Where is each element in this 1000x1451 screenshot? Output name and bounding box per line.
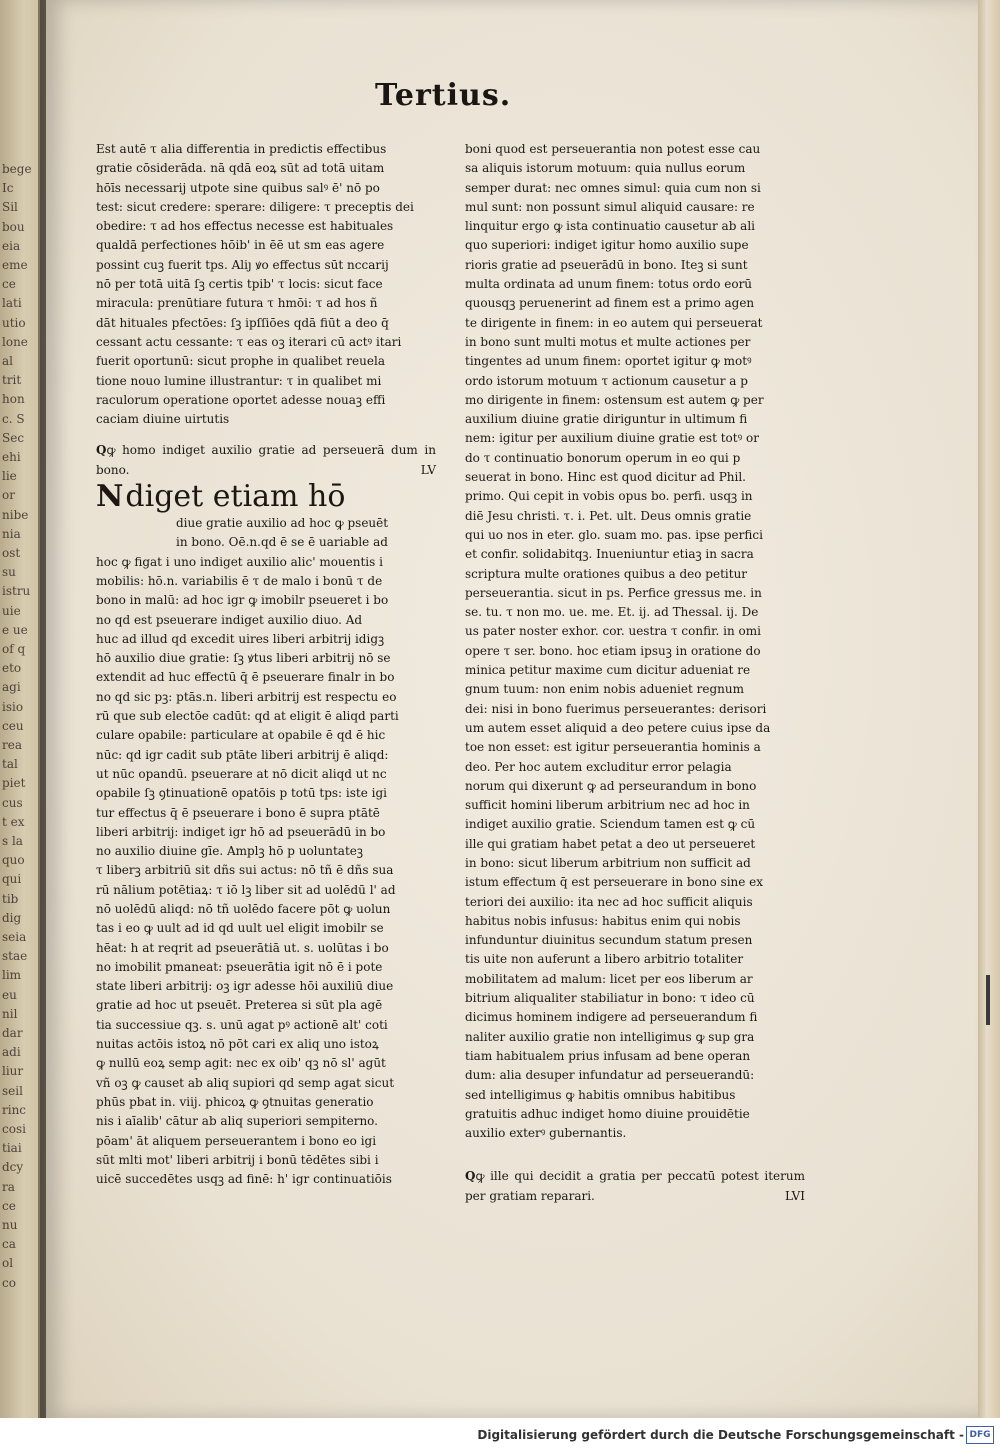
left-page-fragment: ra xyxy=(2,1179,15,1194)
text-line: in bono: sicut liberum arbitrium non sufficit ad xyxy=(465,855,751,870)
text-line: extendit ad huc effectū q̄ ē pseuerare finalr in bo xyxy=(96,670,395,685)
digitization-footer xyxy=(0,1418,1000,1451)
text-line: cessant actu cessante: τ eas oꝫ iterari cū actꝰ itari xyxy=(96,334,402,349)
text-line: istum effectum q̄ est perseuerare in bono sine ex xyxy=(465,875,764,890)
footer-credit: Digitalisierung gefördert durch die Deutsche Forschungsgemeinschaft - xyxy=(477,1428,964,1442)
text-line: dāt hituales pfectōes: ſꝫ ipſſiōes qdā fiūt a deo q̄ xyxy=(96,315,389,330)
text-line: tis uite non auferunt a libero arbitrio totaliter xyxy=(465,952,744,967)
text-line: hōīs necessarij utpote sine quibus salꝰ ē' nō po xyxy=(96,180,380,195)
left-page-fragment: or xyxy=(2,488,15,503)
left-page-fragment: al xyxy=(2,354,13,368)
left-page-fragment: nibe xyxy=(2,507,29,522)
opening-words: diget etiam hō xyxy=(125,479,346,515)
left-page-fragment: lone xyxy=(2,334,28,349)
left-page-fragment: rinc xyxy=(2,1102,27,1117)
left-page-fragment: adi xyxy=(2,1045,21,1060)
text-line: opabile ſꝫ ꝯtinuationē opatōis p totū tps: iste igi xyxy=(96,786,388,801)
left-page-fragment: Ic xyxy=(2,181,14,196)
text-line: mo dirigente in finem: ostensum est autem ꝙ per xyxy=(465,392,764,407)
text-line: bono in malū: ad hoc igr ꝙ imobilr pseueret i bo xyxy=(96,593,389,608)
text-line: mobilitatem ad malum: licet per eos liberum ar xyxy=(465,971,753,986)
text-line: dicimus hominem indigere ad perseuerandum fi xyxy=(465,1010,758,1025)
text-line: ille qui gratiam habet petat a deo ut perseueret xyxy=(465,836,756,851)
text-line: seuerat in bono. Hinc est quod dicitur ad Phil. xyxy=(465,470,746,485)
question-mark: Q xyxy=(96,443,107,458)
left-page-fragment: t ex xyxy=(2,814,25,829)
text-line: diue gratie auxilio ad hoc ꝙ pseuēt xyxy=(176,516,389,531)
text-line: quo superiori: indiget igitur homo auxilio supe xyxy=(465,238,749,253)
left-page-fragment: tal xyxy=(2,757,18,772)
left-page-fragment: piet xyxy=(2,776,26,791)
text-line: tiam habitualem prius infusam ad bene operan xyxy=(465,1048,751,1063)
text-line: liberi arbitrij: indiget igr hō ad pseuerādū in bo xyxy=(96,824,386,839)
text-line: Est autē τ alia differentia in predictis effectibus xyxy=(96,142,387,156)
text-line: us pater noster exhor. cor. uestra τ confir. in omi xyxy=(465,624,761,639)
left-page-fragment: bou xyxy=(2,219,25,234)
text-line: nō uolēdū aliqd: nō tñ uolēdo facere pōt ꝙ uolun xyxy=(96,901,391,916)
text-line: no qd est pseuerare indiget auxilio diuo. Ad xyxy=(96,612,363,627)
left-page-fragment: liur xyxy=(2,1064,24,1079)
text-line: nūc: qd igr cadit sub ptāte liberi arbitrij ē aliqd: xyxy=(96,747,389,762)
text-line: rioris gratie ad pseuerādū in bono. Iteꝫ si sunt xyxy=(465,257,748,272)
text-line: nis i aīalib' cātur ab aliq superiori sempiterno. xyxy=(96,1114,378,1129)
text-line: sūt mlti mot' liberi arbitrij i bonū tēdētes sibi i xyxy=(96,1152,379,1167)
paragraph xyxy=(465,140,805,1143)
text-line: obedire: τ ad hos effectus necesse est habituales xyxy=(96,219,394,234)
text-line: vñ oꝫ ꝙ causet ab aliq supiori qd semp agat sicut xyxy=(96,1075,395,1090)
text-line: norum qui dixerunt ꝙ ad perseurandum in bono xyxy=(465,778,757,793)
text-line: tur effectus q̄ ē pseuerare i bono ē supra ptātē xyxy=(96,805,380,820)
left-page-fragment: qui xyxy=(2,872,22,887)
left-page-fragment: bege xyxy=(2,162,32,176)
text-line: sa aliquis istorum motuum: quia nullus eorum xyxy=(465,161,746,176)
text-line: sufficit homini liberum arbitrium nec ad hoc in xyxy=(465,798,750,813)
left-page-fragment: rea xyxy=(2,738,22,752)
text-line: ut nūc opandū. pseuerare at nō dicit aliqd ut nc xyxy=(96,766,387,781)
left-page-fragment: dar xyxy=(2,1026,23,1040)
text-line: in bono sunt multi motus et multe actiones per xyxy=(465,334,751,349)
left-page-fragment: of q xyxy=(2,642,26,656)
text-line: tia successiue qꝫ. s. unū agat pꝰ actionē alt' coti xyxy=(96,1017,388,1032)
text-line: et confir. solidabitqꝫ. Inueniuntur etiaꝫ in sacra xyxy=(465,547,754,562)
text-line: te dirigente in finem: in eo autem qui perseuerat xyxy=(465,315,763,330)
text-line: rū que sub electōe cadūt: qd at eligit ē aliqd parti xyxy=(96,709,399,724)
page-fore-edge xyxy=(978,0,1000,1418)
left-page-fragment: tiai xyxy=(2,1141,22,1156)
text-line: um autem esset aliquid a deo petere cuius ipse da xyxy=(465,720,771,735)
text-line: gratie cōsiderāda. nā qdā eoꝝ sūt ad totā uitam xyxy=(96,161,385,176)
text-line: minica petitur maxime cum dicitur adueniat re xyxy=(465,663,751,678)
left-page-fragment: eme xyxy=(2,258,28,272)
text-line: gratie ad hoc ut pseuēt. Preterea si sūt pla agē xyxy=(96,998,383,1013)
left-page-fragment: ce xyxy=(2,1198,16,1213)
left-page-fragment: uie xyxy=(2,603,21,618)
left-page-fragment: lie xyxy=(2,469,17,484)
left-page-fragment: quo xyxy=(2,853,25,868)
text-line: qualdā perfectiones hōib' in ēē ut sm eas agere xyxy=(96,238,385,253)
text-line: nuitas actōis istoꝝ nō pōt cari ex aliq uno istoꝝ xyxy=(96,1037,379,1052)
text-line: dei: nisi in bono fuerimus perseuerantes: derisori xyxy=(465,701,767,716)
left-page-fragment: ceu xyxy=(2,718,24,733)
left-page-fragment: ce xyxy=(2,277,16,292)
indented-lines xyxy=(176,514,436,553)
text-line: linquitur ergo ꝙ ista continuatio causetur ab ali xyxy=(465,219,756,234)
text-line: hēat: h at reqrit ad pseuerātiā ut. s. uolūtas i bo xyxy=(96,940,389,955)
text-line: in bono. Oē.n.qd ē se ē uariable ad xyxy=(176,535,388,550)
left-page-fragment: seil xyxy=(2,1083,23,1098)
bookmark-ribbon xyxy=(986,975,990,1025)
text-line: infunduntur diuinitus secundum statum presen xyxy=(465,933,753,948)
left-page-fragment: agi xyxy=(2,680,21,695)
left-page-fragment: eu xyxy=(2,987,17,1002)
text-line: habitus nobis infusus: habitus enim qui nobis xyxy=(465,913,741,928)
text-line: ꝙ nullū eoꝝ semp agit: nec ex oib' qꝫ nō sl' agūt xyxy=(96,1056,386,1071)
left-page-fragment: trit xyxy=(2,373,22,388)
text-line: naliter auxilio gratie non intelligimus ꝙ sup gra xyxy=(465,1029,755,1044)
left-page-edge xyxy=(0,0,40,1420)
left-page-fragment: dcy xyxy=(2,1160,24,1175)
left-page-fragment: eia xyxy=(2,238,21,253)
text-line: miracula: prenūtiare futura τ hmōi: τ ad hos ñ xyxy=(96,296,378,311)
left-page-fragment: seia xyxy=(2,930,27,944)
left-page-fragment: eto xyxy=(2,661,22,676)
left-page-fragment: dig xyxy=(2,910,22,925)
question-text: ꝙ homo indiget auxilio gratie ad perseuerā dum in bono. xyxy=(96,443,436,477)
text-line: mobilis: hō.n. variabilis ē τ de malo i bonū τ de xyxy=(96,573,383,588)
text-line: raculorum operatione oportet adesse nouaꝫ effi xyxy=(96,392,386,407)
left-page-fragment: nia xyxy=(2,526,21,541)
left-page-fragment: cus xyxy=(2,795,23,810)
text-line: indiget auxilio gratie. Sciendum tamen est ꝙ cū xyxy=(465,817,756,832)
left-page-fragment: co xyxy=(2,1275,16,1290)
text-line: toe non esset: est igitur perseuerantia hominis a xyxy=(465,740,761,755)
question-mark: Q xyxy=(465,1169,476,1184)
left-page-fragment: stae xyxy=(2,949,28,964)
text-line: fuerit oportunū: sicut prophe in qualibet reuela xyxy=(96,354,385,369)
left-page-fragment: lim xyxy=(2,968,22,983)
text-line: τ liberꝫ arbitriū sit dñs sui actus: nō tñ ē dñs sua xyxy=(96,863,394,878)
text-line: uicē succedētes usqꝫ ad finē: h' igr continuatiōis xyxy=(96,1172,392,1187)
left-page-fragment: isio xyxy=(2,699,24,714)
dfg-logo: DFG xyxy=(966,1426,994,1444)
drop-initial: N xyxy=(96,479,124,515)
text-line: pōam' āt aliquem perseuerantem i bono eo igi xyxy=(96,1133,377,1148)
left-page-fragment: Sil xyxy=(2,200,18,215)
text-line: semper durat: nec omnes simul: quia cum non si xyxy=(465,180,761,195)
text-line: opere τ ser. bono. hoc etiam ipsuꝫ in oratione do xyxy=(465,643,761,658)
left-page-fragment: istru xyxy=(2,584,31,599)
text-line: test: sicut credere: sperare: diligere: τ preceptis dei xyxy=(96,199,414,214)
text-line: quousqꝫ peruenerint ad finem est a primo agen xyxy=(465,296,755,311)
text-line: hoc ꝙ figat i uno indiget auxilio alic' mouentis i xyxy=(96,554,383,569)
left-page-fragment: ol xyxy=(2,1256,14,1271)
text-line: huc ad illud qd excedit uires liberi arbitrij idigꝫ xyxy=(96,631,385,646)
text-line: auxilium diuine gratie diriguntur in ultimum fi xyxy=(465,412,748,427)
text-line: nō per totā uitā ſꝫ certis tpib' τ locis: sicut face xyxy=(96,277,383,292)
left-page-fragment: s la xyxy=(2,834,23,848)
question-text: ꝙ ille qui decidit a gratia per peccatū potest iterum per gratiam reparari. xyxy=(465,1169,805,1203)
text-line: culare opabile: particulare at opabile ē qd ē hic xyxy=(96,728,386,743)
left-page-fragment: lati xyxy=(2,296,22,311)
text-line: boni quod est perseuerantia non potest esse cau xyxy=(465,142,761,156)
text-line: deo. Per hoc autem excluditur error pelagia xyxy=(465,759,732,774)
left-page-fragment: su xyxy=(2,565,16,580)
text-line: tas i eo ꝙ uult ad id qd uult uel eligit imobilr se xyxy=(96,921,384,936)
text-line: gnum tuum: non enim nobis adueniet regnum xyxy=(465,682,744,697)
text-line: primo. Qui cepit in vobis opus bo. perfi. usqꝫ in xyxy=(465,489,753,504)
text-line: no imobilit pmaneat: pseuerātia igit nō ē i pote xyxy=(96,959,383,974)
text-line: tione nouo lumine illustrantur: τ in qualibet mi xyxy=(96,373,382,388)
text-line: hō auxilio diue gratie: ſꝫ ꝟtus liberi arbitrij nō se xyxy=(96,651,391,666)
left-page-fragment: ost xyxy=(2,546,21,560)
text-line: auxilio exterꝰ gubernantis. xyxy=(465,1126,627,1141)
left-page-fragment: e ue xyxy=(2,622,28,637)
text-line: ordo istorum motuum τ actionum causetur a p xyxy=(465,373,748,388)
left-text-column xyxy=(96,140,436,1189)
text-line: mul sunt: non possunt simul aliquid causare: re xyxy=(465,199,755,214)
text-line: scriptura multe orationes quibus a deo petitur xyxy=(465,566,748,581)
left-page-fragment: utio xyxy=(2,315,26,330)
chapter-opening xyxy=(96,480,436,514)
left-page-fragment: c. S xyxy=(2,411,25,426)
left-page-fragment: nil xyxy=(2,1006,18,1021)
paragraph xyxy=(96,140,436,429)
text-line: tingentes ad unum finem: oportet igitur ꝙ motꝰ xyxy=(465,354,752,369)
question-number: LVI xyxy=(785,1188,805,1203)
paragraph xyxy=(96,553,436,1190)
text-line: state liberi arbitrij: oꝫ igr adesse hōi auxiliū diue xyxy=(96,979,394,994)
left-page-fragment: ca xyxy=(2,1237,16,1252)
text-line: nem: igitur per auxilium diuine gratie est totꝰ or xyxy=(465,431,759,446)
right-text-column xyxy=(465,140,805,1206)
text-line: gratuitis adhuc indiget homo diuine prouidētie xyxy=(465,1106,750,1121)
left-page-fragment: hon xyxy=(2,392,25,407)
text-line: multa ordinata ad unum finem: totus ordo eorū xyxy=(465,277,753,292)
text-line: rū nālium potētiaꝝ: τ iō lꝫ liber sit ad uolēdū l' ad xyxy=(96,882,396,897)
text-line: caciam diuine uirtutis xyxy=(96,412,230,427)
left-page-fragment: tib xyxy=(2,891,19,906)
left-page-fragment: Sec xyxy=(2,430,25,445)
running-head: Tertius. xyxy=(375,78,512,113)
text-line: sed intelligimus ꝙ habitis omnibus habitibus xyxy=(465,1087,736,1102)
text-line: teriori dei auxilio: ita nec ad hoc sufficit aliquis xyxy=(465,894,753,909)
text-line: qui uo nos in eter. glo. suam mo. pas. ipse perfici xyxy=(465,527,763,542)
text-line: no qd sic pꝫ: ptās.n. liberi arbitrij est respectu eo xyxy=(96,689,397,704)
question-heading xyxy=(96,441,436,480)
left-page-fragment: nu xyxy=(2,1218,18,1232)
left-page-fragment: ehi xyxy=(2,450,21,464)
text-line: possint cuꝫ fuerit tps. Aliȷ ꝟo effectus sūt nccarij xyxy=(96,257,389,272)
text-line: perseuerantia. sicut in ps. Perfice gressus me. in xyxy=(465,585,762,600)
question-heading xyxy=(465,1167,805,1206)
text-line: no auxilio diuine gīe. Amplꝫ hō p uoluntateꝫ xyxy=(96,844,364,859)
text-line: se. tu. τ non mo. ue. me. Et. ij. ad Thessal. ij. De xyxy=(465,605,759,620)
text-line: bitrium aliqualiter stabiliatur in bono: τ ideo cū xyxy=(465,991,755,1006)
left-page-fragment: cosi xyxy=(2,1122,26,1136)
text-line: dum: alia desuper infundatur ad perseuerandū: xyxy=(465,1068,755,1083)
text-line: diē Jesu christi. τ. i. Pet. ult. Deus omnis gratie xyxy=(465,508,752,523)
text-line: phūs pbat in. viij. phicoꝝ ꝙ ꝯtnuitas generatio xyxy=(96,1094,374,1109)
question-number: LV xyxy=(420,462,436,477)
text-line: do τ continuatio bonorum operum in eo qui p xyxy=(465,450,741,465)
